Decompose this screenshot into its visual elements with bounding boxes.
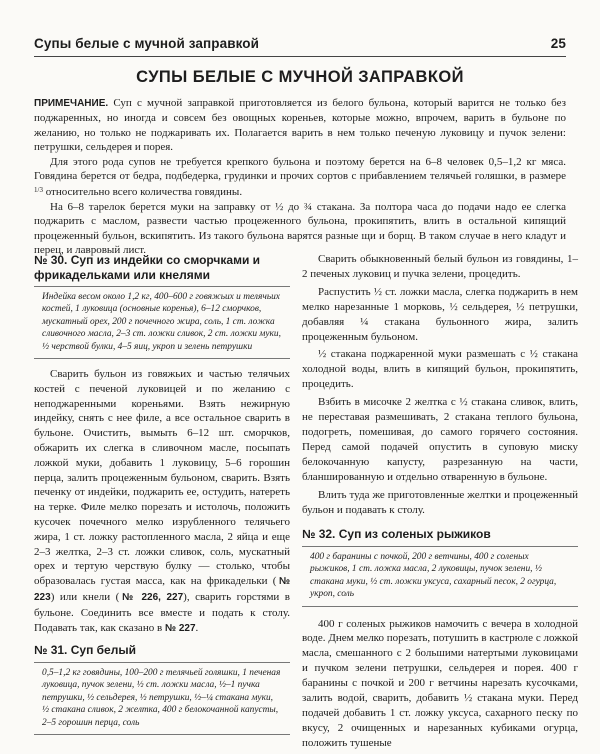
left-column: [34, 253, 290, 735]
r31-paragraph-3: ½ стакана поджаренной муки размешать с ½ стакана холодной воды, влить в кипящий бульон, прокипятить, процедить.: [302, 348, 578, 391]
intro-note: [34, 96, 566, 155]
r31-paragraph-2: Распустить ½ ст. ложки масла, слегка поджарить в нем мелко нарезанные 1 морковь, ½ сельдерея, ½ петрушки, добавляя ¼ стакана бульонного жира, залить процеженным бульоном.: [302, 285, 578, 343]
r32-paragraph-1: 400 г соленых рыжиков намочить с вечера в холодной воде. Днем мелко порезать, потушить в кастрюле с ложкой масла, смешанного с 2 большими натертыми луковицами и пучком зелени петрушки, сельдерея и порея. 400 г баранины с почкой и 200 г ветчины нарезать кусочками, залить водой, сварить, добавить ½ стакана муки. Перед подачей добавить 1 ст. ложку уксуса, сахарного песку по вкусу, 2 очищенных и нарезанных кубиками огурца, положить тушеные: [302, 617, 578, 749]
recipe-30-instructions: [34, 367, 290, 636]
recipe-31-ingredients: 0,5–1,2 кг говядины, 100–200 г телячьей голяшки, 1 печеная луковица, пучок зелени, ½ ст. ложки масла, ½–1 пучка петрушки, ½ сельдерея, ½ петрушки, ½–¼ стакана муки, ½ стакана сливок, 2 желтка, 400 г белокочанной капусты, 2–5 горошин перца, соль: [34, 662, 290, 735]
recipe-32-title: № 32. Суп из соленых рыжиков: [302, 527, 491, 542]
intro-paragraph-3: На 6–8 тарелок берется муки на заправку от ½ до ¾ стакана. За полтора часа до подачи надо ее слегка поджарить с маслом, развести частью процеженного бульона, прокипятить, влить в остальной кипящий процеженный бульон, вскипятить. Из такого бульона варятся разные щи и борщ. В таком случае в него кладут и перец, и лавровый лист.: [34, 200, 566, 257]
recipe-31-title: № 31. Суп белый: [34, 643, 136, 658]
running-header: [34, 36, 566, 51]
recipe-ref-226-227: № 226, 227: [119, 591, 184, 603]
recipe-30-body: [34, 367, 290, 636]
intro-p2-text-b: относительно всего количества говядины.: [42, 186, 243, 199]
note-label: ПРИМЕЧАНИЕ.: [34, 98, 109, 109]
r31-paragraph-1: Сварить обыкновенный белый бульон из говядины, 1–2 печеных луковиц и пучка зелени, процедить.: [302, 253, 578, 280]
r31-paragraph-4: Взбить в мисочке 2 желтка с ½ стакана сливок, влить, не переставая размешивать, 2 стакана теплого бульона, подогреть, помешивая, до самого горячего состояния. Перед самой подачей опустить в суповую миску белокочанную капусту, разрезанную на части, бланшированную и отдельно отваренную в бульоне.: [302, 396, 578, 483]
recipe-30-ingredients: Индейка весом около 1,2 кг, 400–600 г говяжьих и телячьих костей, 1 луковица (основные коренья), 6–12 сморчков, мускатный орех, 200 г почечного жира, соль, 1 ст. ложка сливочного масла, 2–3 ст. ложки сливок, 2 ст. ложки муки, ½ черствой булки, 4–5 яиц, укроп и зелень петрушки: [34, 286, 290, 359]
header-rule: [34, 56, 566, 57]
r30-text-b: ) или кнели (: [50, 590, 120, 603]
recipe-32-body: [302, 617, 578, 751]
intro-p2-text-a: Для этого рода супов не требуется крепкого бульона и поэтому берется на 6–8 человек 0,5–1,2 кг мяса. Говядина берется от бедра, подбедерка, грудинки и прочих сортов с прибавлением телячьей голяшки, в размере: [34, 155, 566, 183]
chapter-title: СУПЫ БЕЛЫЕ С МУЧНОЙ ЗАПРАВКОЙ: [136, 68, 464, 86]
intro-note-text: Суп с мучной заправкой приготовляется из белого бульона, который варится не только без поджаренных, но иногда и совсем без овощных кореньев, которые можно, впрочем, варить в бульоне по желанию, но только не поджаривать их. Полагается варить в нем только печеную луковицу и пучок зелени: петрушки, сельдерея и порея.: [34, 97, 566, 154]
recipe-ref-227: № 227: [164, 622, 196, 634]
intro-section: [34, 96, 566, 257]
r31-paragraph-5: Влить туда же приготовленные желтки и процеженный бульон и подавать к столу.: [302, 488, 578, 516]
right-column: [290, 252, 578, 754]
fraction-third: 1/3: [34, 186, 43, 195]
recipe-30-title: № 30. Суп из индейки со сморчками и фрикадельками или кнелями: [34, 253, 261, 282]
r30-text-a: Сварить бульон из говяжьих и частью телячьих костей с печеной луковицей и по желанию с неподжаренными кореньями. Взять нежирную индейку, снять с нее филе, а все остальное сварить в бульоне. Очистить, вымыть 6–12 шт. сморчков, обжарить их слегка в сливочном масле, посыпать ложкой муки, добавить 1 луковицу, 5–6 горошин перца, залить процеженным бульоном, сварить. Взять печенку от индейки, поджарить ее, остудить, натереть на терке. Филе мелко порезать и истолочь, положить кусочек почечного мелко изрубленного телячьего жира, 1 ст. ложку растопленного масла, 2 яйца и еще 2–3 желтка, 2–3 ст. ложки сливок, соль, мускатный орех и тертую черствую булку — столько, чтобы образовалась густая масса, как на фрикадельки (: [34, 368, 290, 588]
page-number: 25: [550, 36, 566, 51]
recipe-ref-223: № 223: [34, 576, 290, 603]
running-title: Супы белые с мучной заправкой: [34, 36, 260, 51]
recipe-31-body: [302, 252, 578, 517]
r30-text-d: .: [195, 621, 199, 634]
r30-text-c: ), сварить горстями в бульоне. Соединить все вместе и подать к столу. Подавать так, как сказано в: [34, 590, 290, 634]
intro-paragraph-2: [34, 155, 566, 200]
recipe-32-ingredients: 400 г баранины с почкой, 200 г ветчины, 400 г соленых рыжиков, 1 ст. ложка масла, 2 луковицы, пучок зелени, ½ стакана муки, ½ ст. ложки уксуса, сахарный песок, 2 огурца, укроп, соль: [302, 546, 578, 607]
